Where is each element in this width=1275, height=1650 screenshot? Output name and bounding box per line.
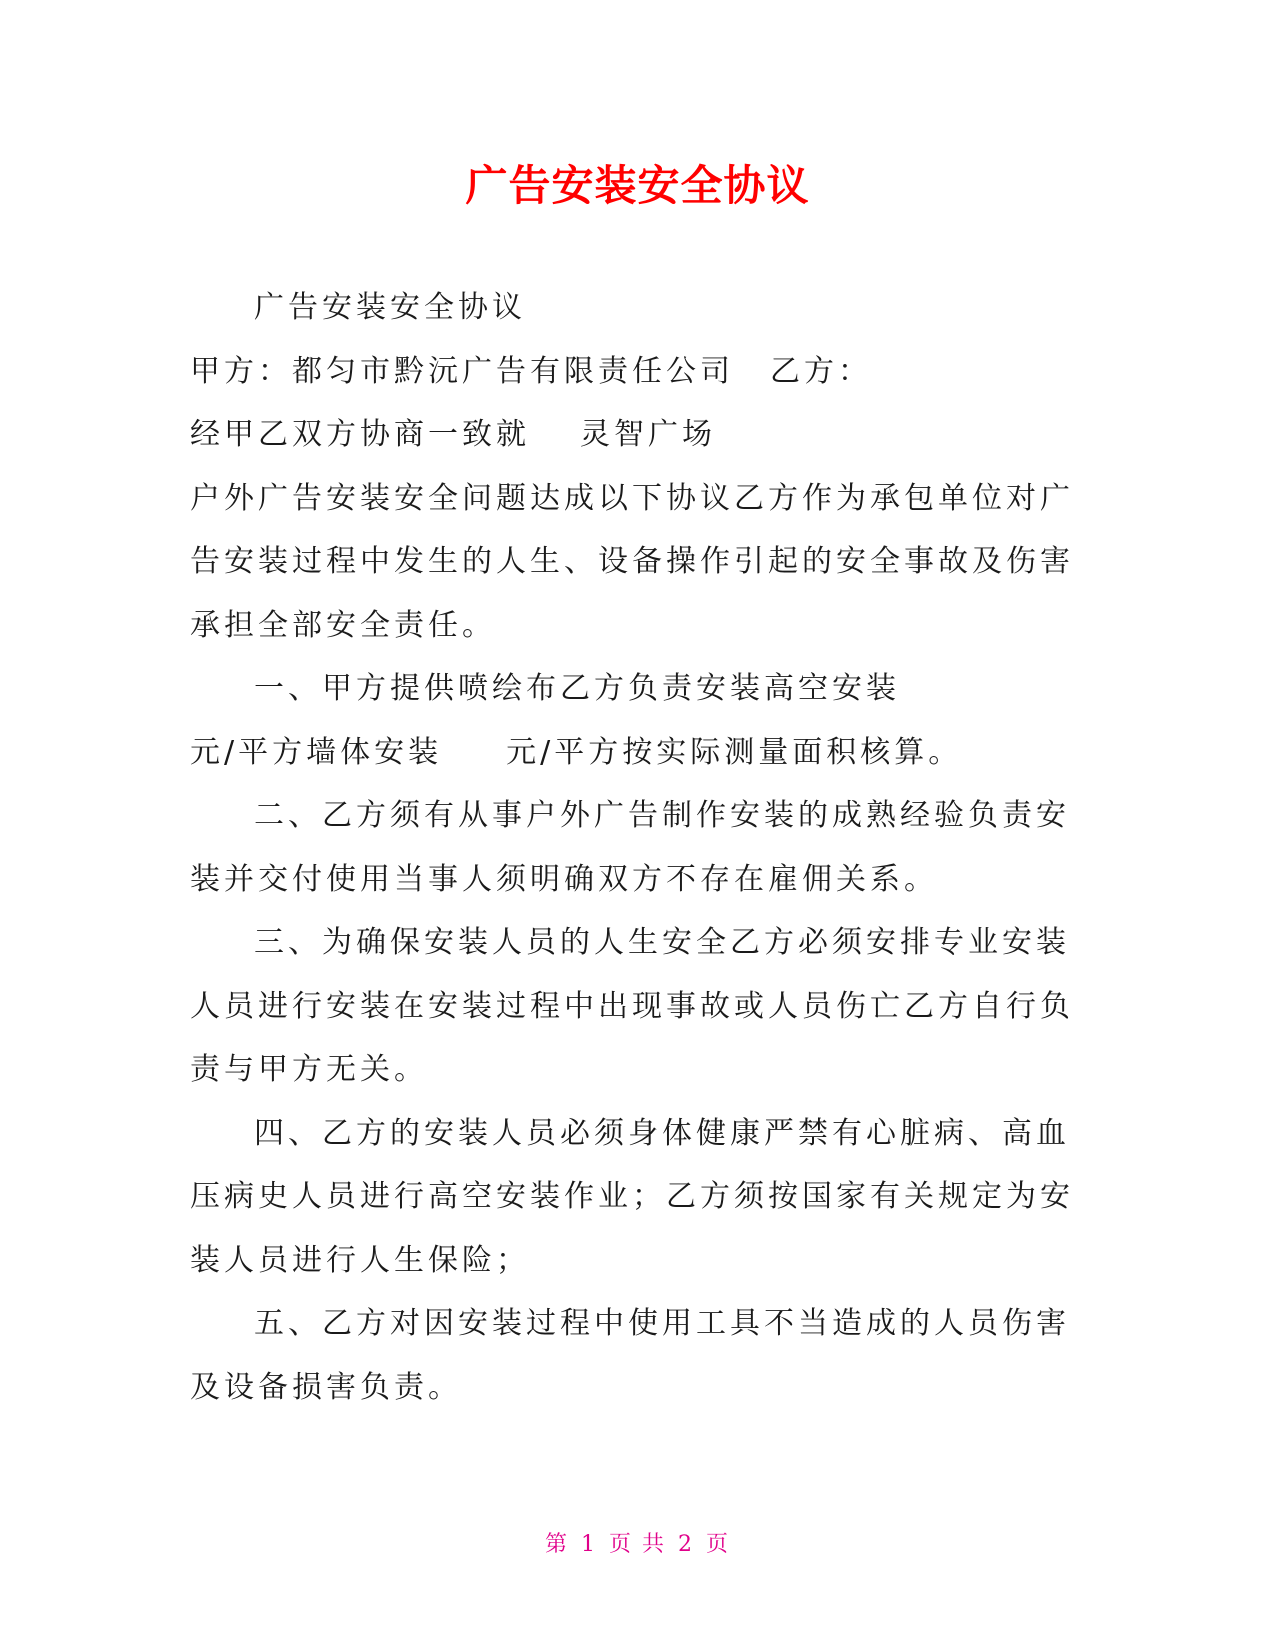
parties-line xyxy=(190,340,1090,404)
clause-1-line-b xyxy=(190,721,1090,785)
clause-4: 四、乙方的安装人员必须身体健康严禁有心脏病、高血压病史人员进行高空安装作业；乙方须按国家有关规定为安装人员进行人生保险； xyxy=(190,1115,1074,1278)
clause-1-line-a: 一、甲方提供喷绘布乙方负责安装高空安装 xyxy=(254,671,900,706)
clause-1-price-a: 元/平方墙体安装 xyxy=(190,734,443,770)
party-a: 甲方：都匀市黔沅广告有限责任公司 xyxy=(190,353,734,389)
venue-name: 灵智广场 xyxy=(580,417,716,452)
footer-middle: 页 共 xyxy=(609,1532,666,1557)
footer-page-number: 1 xyxy=(581,1532,597,1557)
footer-total-pages: 2 xyxy=(678,1532,694,1557)
intro-paragraph: 户外广告安装安全问题达成以下协议乙方作为承包单位对广告安装过程中发生的人生、设备操作引起的安全事故及伤害承担全部安全责任。 xyxy=(190,480,1074,643)
footer-prefix: 第 xyxy=(544,1532,569,1557)
page-footer xyxy=(0,1527,1275,1558)
clause-1-price-b: 元/平方按实际测量面积核算。 xyxy=(506,734,963,770)
clause-5: 五、乙方对因安装过程中使用工具不当造成的人员伤害及设备损害负责。 xyxy=(190,1306,1070,1405)
document-body xyxy=(190,276,1090,1419)
party-b: 乙方： xyxy=(770,353,872,389)
agreement-heading: 广告安装安全协议 xyxy=(254,290,526,325)
consult-line xyxy=(190,403,1090,467)
consult-text: 经甲乙双方协商一致就 xyxy=(190,417,530,452)
footer-suffix: 页 xyxy=(706,1532,731,1557)
document-title: 广告安装安全协议 xyxy=(465,161,810,210)
clause-2: 二、乙方须有从事户外广告制作安装的成熟经验负责安装并交付使用当事人须明确双方不存在雇佣关系。 xyxy=(190,798,1070,897)
clause-3: 三、为确保安装人员的人生安全乙方必须安排专业安装人员进行安装在安装过程中出现事故或人员伤亡乙方自行负责与甲方无关。 xyxy=(190,925,1074,1087)
